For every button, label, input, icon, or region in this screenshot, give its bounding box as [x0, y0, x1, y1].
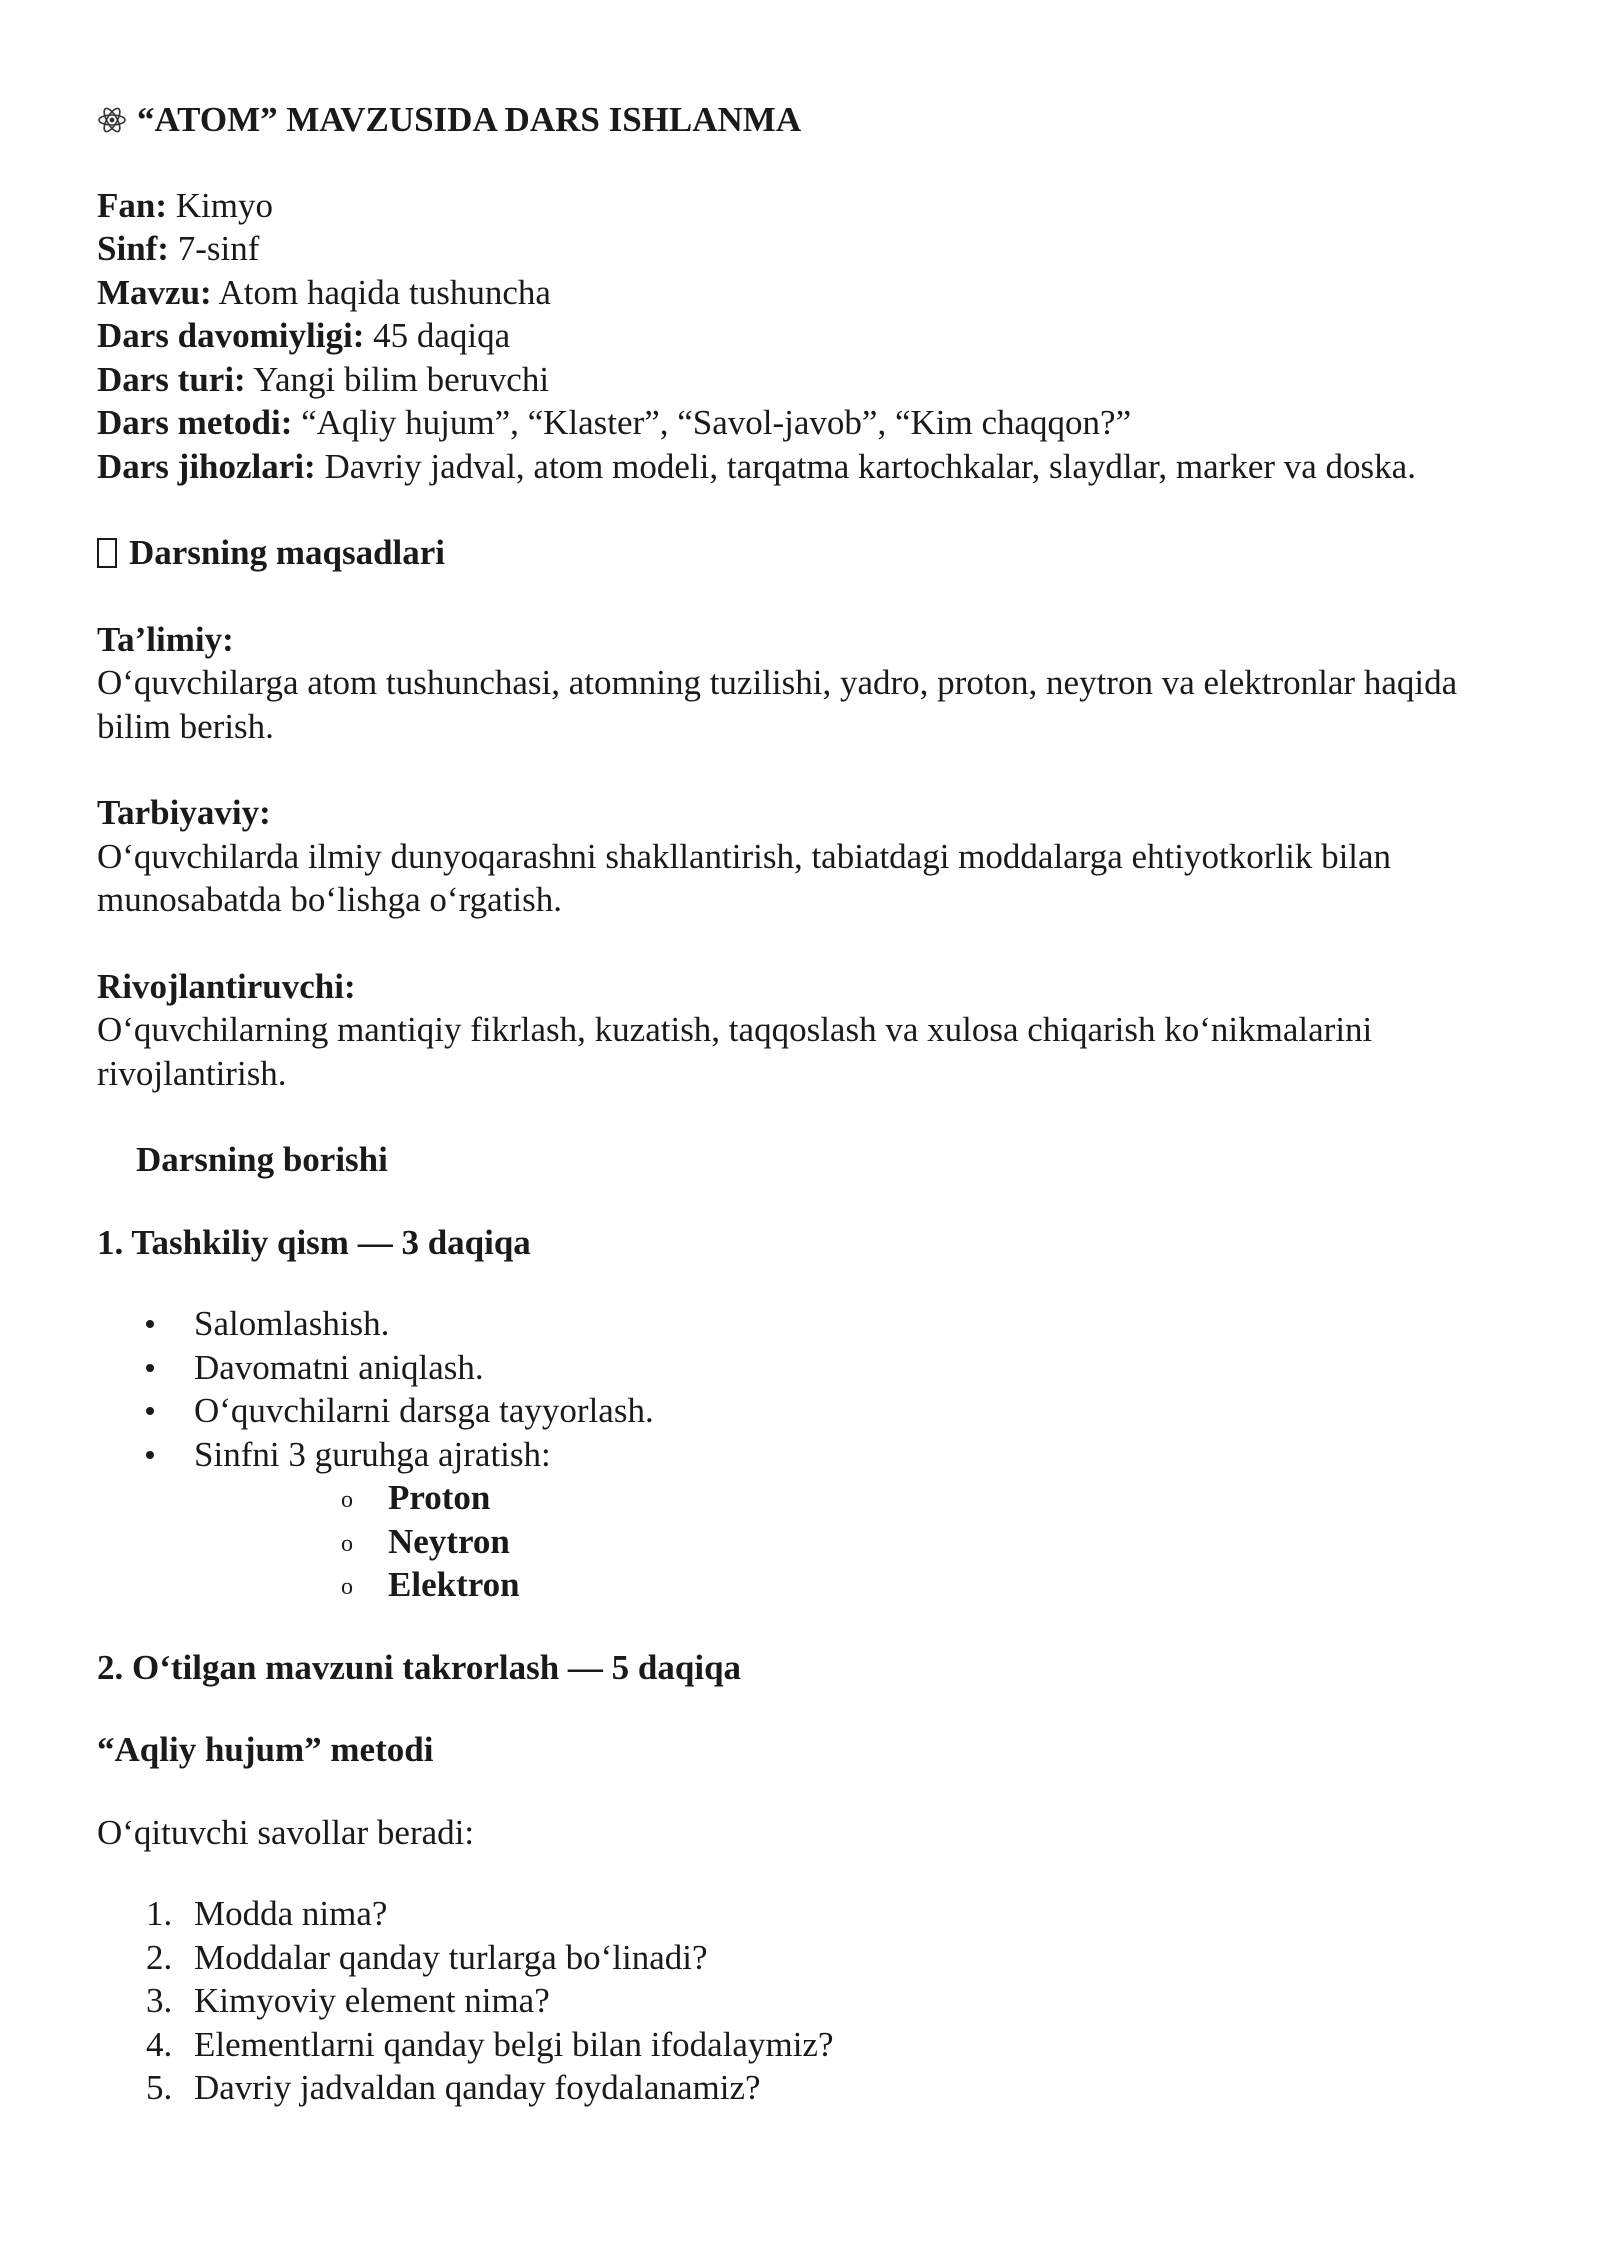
process-heading: Darsning borishi — [136, 1140, 388, 1179]
atom-icon — [97, 105, 127, 135]
question-number: 5. — [146, 2068, 173, 2107]
list-item: Davomatni aniqlash. — [97, 1346, 1517, 1390]
info-label: Dars jihozlari: — [97, 446, 316, 486]
info-value: Yangi bilim beruvchi — [253, 359, 550, 399]
step2-heading: 2. O‘tilgan mavzuni takrorlash — 5 daqiqa — [97, 1647, 742, 1687]
info-label: Mavzu: — [97, 272, 212, 312]
info-equipment — [97, 445, 1517, 489]
goal-text: O‘quvchilarning mantiqiy fikrlash, kuzatish, taqqoslash va xulosa chiqarish ko‘nikmalarini rivojlantirish. — [97, 1010, 1373, 1093]
step1-heading: 1. Tashkiliy qism — 3 daqiqa — [97, 1222, 531, 1262]
list-item-text: Sinfni 3 guruhga ajratish: — [194, 1434, 551, 1474]
list-item — [97, 2023, 1517, 2067]
list-item — [97, 1936, 1517, 1980]
question-number: 3. — [146, 1981, 173, 2020]
goal-upbringing — [97, 791, 1517, 922]
info-value: 7-sinf — [177, 229, 260, 268]
missing-glyph-icon — [97, 538, 117, 568]
info-grade — [97, 227, 1517, 271]
list-item — [97, 1979, 1517, 2023]
info-label: Dars davomiyligi: — [97, 316, 365, 355]
info-label: Dars metodi: — [97, 403, 293, 442]
info-type — [97, 358, 1517, 402]
teacher-intro: O‘qituvchi savollar beradi: — [97, 1812, 475, 1852]
question-number: 1. — [146, 1894, 173, 1933]
group-list — [194, 1476, 1517, 1607]
goal-text: O‘quvchilarga atom tushunchasi, atomning tuzilishi, yadro, proton, neytron va elektronlar haqida bilim berish. — [97, 663, 1458, 746]
question-number: 2. — [146, 1937, 173, 1977]
group-item: o Neytron — [194, 1520, 1517, 1564]
list-item: Salomlashish. — [97, 1302, 1517, 1346]
info-value: Davriy jadval, atom modeli, tarqatma kartochkalar, slaydlar, marker va doska. — [324, 446, 1416, 486]
goals-heading-text: Darsning maqsadlari — [129, 533, 446, 572]
list-item — [97, 1892, 1517, 1936]
question-list — [97, 1892, 1517, 2110]
question-text: Davriy jadvaldan qanday foydalanamiz? — [194, 2068, 761, 2107]
step1-list — [97, 1302, 1517, 1607]
question-number: 4. — [146, 2024, 173, 2064]
document-title — [97, 98, 1517, 142]
info-value: Kimyo — [175, 185, 273, 225]
question-text: Kimyoviy element nima? — [194, 1981, 550, 2020]
group-item: o Proton — [194, 1476, 1517, 1520]
lesson-info — [97, 184, 1517, 489]
info-value: “Aqliy hujum”, “Klaster”, “Savol-javob”, “Kim chaqqon?” — [301, 403, 1132, 442]
goal-educational — [97, 618, 1517, 749]
question-text: Elementlarni qanday belgi bilan ifodalaymiz? — [194, 2024, 834, 2064]
document-page — [97, 98, 1517, 2110]
list-item-groups — [97, 1433, 1517, 1607]
info-value: 45 daqiqa — [373, 316, 511, 355]
info-label: Sinf: — [97, 229, 169, 268]
goal-label: Rivojlantiruvchi: — [97, 966, 356, 1006]
info-duration — [97, 314, 1517, 358]
info-value: Atom haqida tushuncha — [218, 272, 551, 312]
method-heading: “Aqliy hujum” metodi — [97, 1730, 434, 1769]
list-item — [97, 2066, 1517, 2110]
list-item: O‘quvchilarni darsga tayyorlash. — [97, 1389, 1517, 1433]
goal-label: Ta’limiy: — [97, 619, 234, 659]
info-subject — [97, 184, 1517, 228]
group-item: o Elektron — [194, 1563, 1517, 1607]
goals-heading — [97, 531, 1517, 575]
goal-text: O‘quvchilarda ilmiy dunyoqarashni shakllantirish, tabiatdagi moddalarga ehtiyotkorlik bilan munosabatda bo‘lishga o‘rgatish. — [97, 836, 1392, 919]
goal-label: Tarbiyaviy: — [97, 793, 271, 832]
question-text: Moddalar qanday turlarga bo‘linadi? — [194, 1937, 708, 1977]
title-text: “ATOM” MAVZUSIDA DARS ISHLANMA — [137, 100, 802, 139]
info-method — [97, 401, 1517, 445]
question-text: Modda nima? — [194, 1894, 388, 1933]
info-label: Fan: — [97, 185, 167, 225]
info-label: Dars turi: — [97, 359, 246, 399]
goal-developmental — [97, 965, 1517, 1096]
info-topic — [97, 271, 1517, 315]
